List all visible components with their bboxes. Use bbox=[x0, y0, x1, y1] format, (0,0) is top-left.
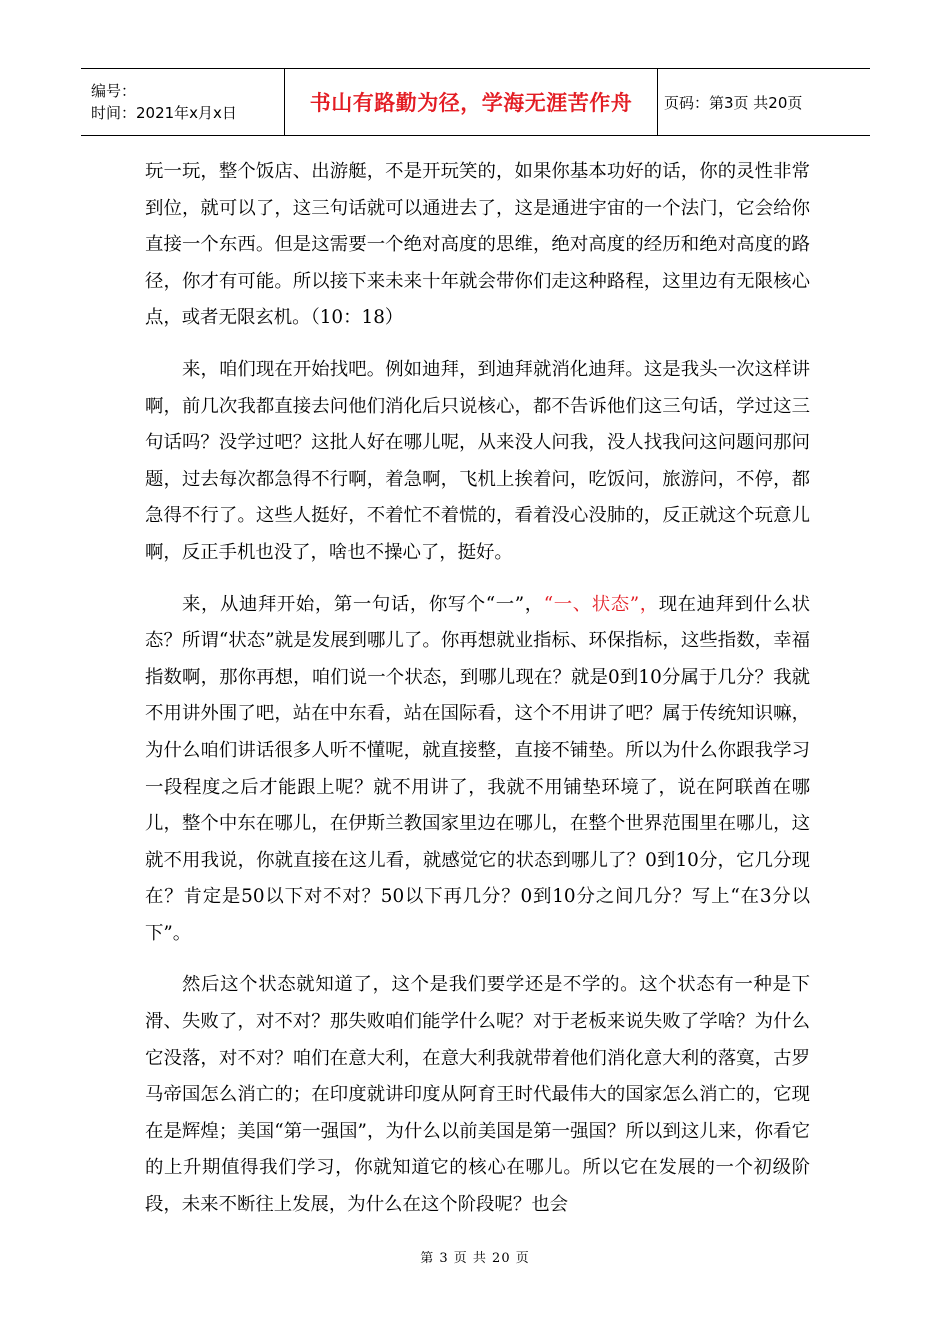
body-paragraph bbox=[145, 587, 810, 953]
paragraph-text: 来，从迪拜开始，第一句话，你写个“一”， bbox=[182, 593, 544, 615]
page-footer: 第 3 页 共 20 页 bbox=[420, 1251, 530, 1266]
highlighted-text: “一、状态”， bbox=[543, 593, 659, 615]
header-page-info: 页码：第3页 共20页 bbox=[664, 93, 803, 112]
document-date-label: 时间：2021年x月x日 bbox=[91, 104, 237, 122]
document-number-label: 编号： bbox=[91, 82, 137, 100]
header-meta-cell bbox=[81, 69, 285, 136]
document-body bbox=[145, 154, 810, 1239]
header-motto-cell bbox=[285, 69, 658, 136]
paragraph-text: 来，咱们现在开始找吧。例如迪拜，到迪拜就消化迪拜。这是我头一次这样讲啊，前几次我都直接去问他们消化后只说核心，都不告诉他们这三句话，学过这三句话吗？没学过吧？这批人好在哪儿呢，从来没人问我，没人找我问这问题问那问题，过去每次都急得不行啊，着急啊，飞机上挨着问，吃饭问，旅游问，不停，都急得不行了。这些人挺好，不着忙不着慌的，看着没心没肺的，反正就这个玩意儿啊，反正手机也没了，啥也不操心了，挺好。 bbox=[145, 358, 810, 563]
paragraph-text: 然后这个状态就知道了，这个是我们要学还是不学的。这个状态有一种是下滑、失败了，对不对？那失败咱们能学什么呢？对于老板来说失败了学啥？为什么它没落，对不对？咱们在意大利，在意大利我就带着他们消化意大利的落寞，古罗马帝国怎么消亡的；在印度就讲印度从阿育王时代最伟大的国家怎么消亡的，它现在是辉煌；美国“第一强国”，为什么以前美国是第一强国？所以到这儿来，你看它的上升期值得我们学习，你就知道它的核心在哪儿。所以它在发展的一个初级阶段，未来不断往上发展，为什么在这个阶段呢？也会 bbox=[145, 974, 810, 1216]
paragraph-text: 玩一玩，整个饭店、出游艇，不是开玩笑的，如果你基本功好的话，你的灵性非常到位，就可以了，这三句话就可以通进去了，这是通进宇宙的一个法门，它会给你直接一个东西。但是这需要一个绝对高度的思维，绝对高度的经历和绝对高度的路径，你才有可能。所以接下来未来十年就会带你们走这种路程，这里边有无限核心点，或者无限玄机。（10：18） bbox=[145, 161, 810, 329]
header-motto: 书山有路勤为径，学海无涯苦作舟 bbox=[309, 91, 633, 115]
body-paragraph bbox=[145, 967, 810, 1223]
body-paragraph bbox=[145, 352, 810, 572]
body-paragraph bbox=[145, 154, 810, 337]
paragraph-text: 现在迪拜到什么状态？所谓“状态”就是发展到哪儿了。你再想就业指标、环保指标，这些指数，幸福指数啊，那你再想，咱们说一个状态，到哪儿现在？就是0到10分属于几分？我就不用讲外围了吧，站在中东看，站在国际看，这个不用讲了吧？属于传统知识嘛，为什么咱们讲话很多人听不懂呢，就直接整，直接不铺垫。所以为什么你跟我学习一段程度之后才能跟上呢？就不用讲了，我就不用铺垫环境了，说在阿联酋在哪儿，整个中东在哪儿，在伊斯兰教国家里边在哪儿，在整个世界范围里在哪儿，这就不用我说，你就直接在这儿看，就感觉它的状态到哪儿了？0到10分，它几分现在？肯定是50以下对不对？50以下再几分？0到10分之间几分？写上“在3分以下”。 bbox=[145, 593, 810, 944]
document-header bbox=[81, 68, 870, 136]
header-page-cell bbox=[658, 69, 871, 136]
